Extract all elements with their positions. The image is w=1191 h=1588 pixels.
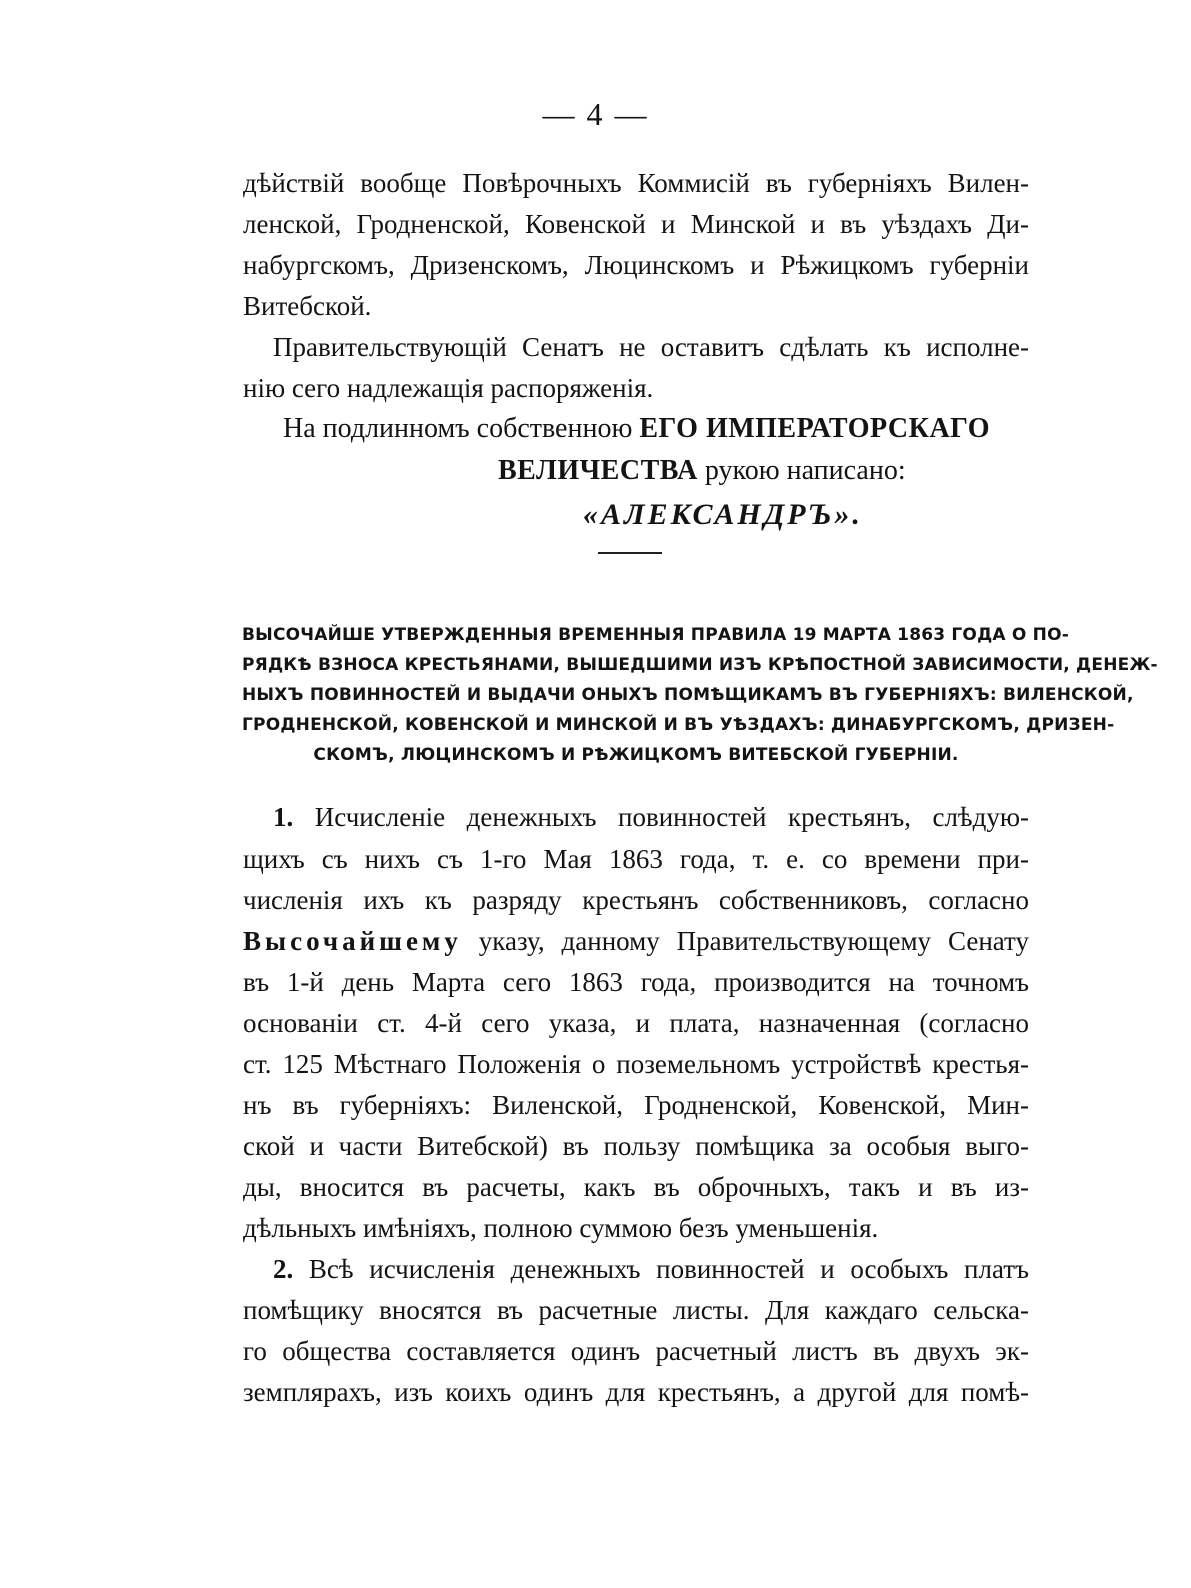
section1-line-9: ской и части Витебской) въ пользу помѣщика за особыя выго- <box>243 1131 1029 1161</box>
section1-line-7: ст. 125 Мѣстнаго Положенія о поземельномъ устройствѣ крестья- <box>243 1049 1029 1079</box>
section1-number: 1. <box>273 802 294 832</box>
signature-suffix: рукою написано: <box>704 455 906 486</box>
section-divider <box>598 552 662 554</box>
section1-line-10: ды, вносится въ расчеты, какъ въ оброчныхъ, такъ и въ из- <box>243 1172 1029 1202</box>
signature-caps-1: ЕГО ИМПЕРАТОРСКАГО <box>639 413 991 444</box>
section1-line-2: щихъ съ нихъ съ 1-го Мая 1863 года, т. е. со времени при- <box>243 844 1029 874</box>
intro-line-4: Витебской. <box>243 291 372 321</box>
title-line-1: ВЫСОЧАЙШЕ УТВЕРЖДЕННЫЯ ВРЕМЕННЫЯ ПРАВИЛА 19 МАРТА 1863 ГОДА О ПО- <box>242 625 1070 645</box>
intro-line-1: дѣйствій вообще Повѣрочныхъ Коммисій въ губерніяхъ Вилен- <box>243 168 1029 198</box>
section1-first-line: Исчисленіе денежныхъ повинностей крестьянъ, слѣдую- <box>314 802 1029 832</box>
section1-line-5: въ 1-й день Марта сего 1863 года, производится на точномъ <box>243 967 1029 997</box>
section1-line-1 <box>273 800 1029 834</box>
section2-line-4: земплярахъ, изъ коихъ одинъ для крестьянъ, а другой для помѣ- <box>243 1377 1029 1407</box>
section2-line-1 <box>273 1252 1029 1286</box>
signature-prefix: На подлинномъ собственною <box>283 413 633 444</box>
signature-name: «АЛЕКСАНДРЪ». <box>583 498 863 531</box>
senate-line-1: Правительствующій Сенатъ не оставитъ сдѣлать къ исполне- <box>273 332 1029 362</box>
section1-line-4 <box>243 924 1029 958</box>
signature-caps-2: ВЕЛИЧЕСТВА <box>498 455 698 486</box>
senate-line-2: нію сего надлежащія распоряженія. <box>243 373 654 403</box>
signature-line-2 <box>498 454 906 488</box>
section2-line-2: помѣщику вносятся въ расчетные листы. Для каждаго сельска- <box>243 1295 1029 1325</box>
signature-line-1 <box>283 412 990 446</box>
title-line-2: РЯДКѢ ВЗНОСА КРЕСТЬЯНАМИ, ВЫШЕДШИМИ ИЗЪ КРѢПОСТНОЙ ЗАВИСИМОСТИ, ДЕНЕЖ- <box>242 655 1158 675</box>
title-line-3: НЫХЪ ПОВИННОСТЕЙ И ВЫДАЧИ ОНЫХЪ ПОМѢЩИКАМЪ ВЪ ГУБЕРНІЯХЪ: ВИЛЕНСКОЙ, <box>242 685 1134 705</box>
section2-line-3: го общества составляется одинъ расчетный листъ въ двухъ эк- <box>243 1336 1029 1366</box>
section1-line-8: нъ въ губерніяхъ: Виленской, Гродненской, Ковенской, Мин- <box>243 1090 1029 1120</box>
section1-line-6: основаніи ст. 4-й сего указа, и плата, назначенная (согласно <box>243 1008 1029 1038</box>
title-line-5: СКОМЪ, ЛЮЦИНСКОМЪ И РѢЖИЦКОМЪ ВИТЕБСКОЙ ГУБЕРНІИ. <box>313 745 959 765</box>
title-line-4: ГРОДНЕНСКОЙ, КОВЕНСКОЙ И МИНСКОЙ И ВЪ УѢЗДАХЪ: ДИНАБУРГСКОМЪ, ДРИЗЕН- <box>242 715 1115 735</box>
section2-first-line: Всѣ исчисленія денежныхъ повинностей и особыхъ платъ <box>308 1254 1029 1284</box>
highest-decree-word: Высочайшему <box>243 926 462 956</box>
section1-line-11: дѣльныхъ имѣніяхъ, полною суммою безъ уменьшенія. <box>243 1213 879 1243</box>
section1-line-4-rest: указу, данному Правительствующему Сенату <box>478 926 1029 956</box>
section2-number: 2. <box>273 1254 294 1284</box>
intro-line-3: набургскомъ, Дризенскомъ, Люцинскомъ и Рѣжицкомъ губерніи <box>243 250 1029 280</box>
intro-line-2: ленской, Гродненской, Ковенской и Минской и въ уѣздахъ Ди- <box>243 209 1029 239</box>
page-number: — 4 — <box>542 96 649 132</box>
section1-line-3: численія ихъ къ разряду крестьянъ собственниковъ, согласно <box>243 885 1029 915</box>
